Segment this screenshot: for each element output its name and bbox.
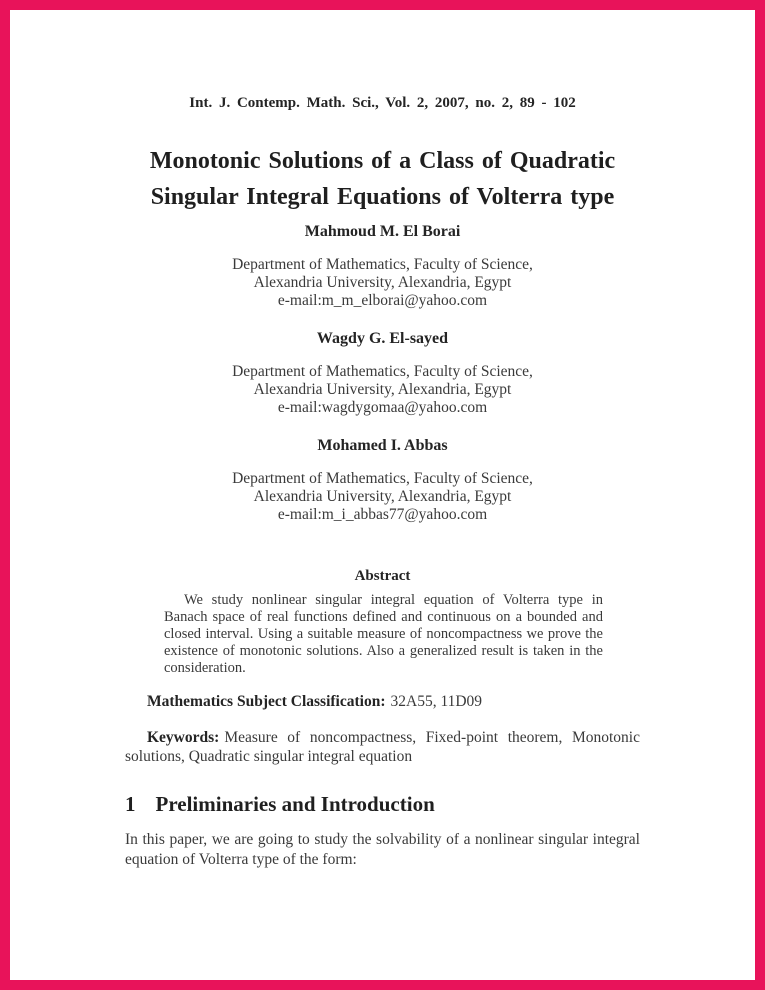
- author-name-2: Wagdy G. El-sayed: [316, 330, 449, 347]
- author-email-2: e-mail:wagdygomaa@yahoo.com: [277, 399, 488, 416]
- author-affiliation-2: [125, 363, 640, 417]
- author-affiliation-1: [125, 256, 640, 310]
- msc-value: 32A55, 11D09: [390, 693, 483, 710]
- abstract-heading: Abstract: [354, 568, 411, 584]
- keywords-value: Measure of noncompactness, Fixed-point theorem, Monotonic solutions, Quadratic singular integral equation: [125, 729, 640, 765]
- msc-line: [125, 692, 640, 711]
- author-block-3: [125, 437, 640, 524]
- affiliation-line: Department of Mathematics, Faculty of Science,: [232, 470, 533, 487]
- author-affiliation-3: [125, 470, 640, 524]
- affiliation-line: Department of Mathematics, Faculty of Science,: [232, 363, 533, 380]
- author-block-2: [125, 330, 640, 417]
- paper-title: [125, 143, 640, 215]
- paper-title-line-1: Monotonic Solutions of a Class of Quadratic: [149, 148, 616, 174]
- author-name-1: Mahmoud M. El Borai: [304, 223, 461, 240]
- section-title: Preliminaries and Introduction: [155, 792, 435, 816]
- affiliation-line: Department of Mathematics, Faculty of Science,: [232, 256, 533, 273]
- journal-citation-line: Int. J. Contemp. Math. Sci., Vol. 2, 2007, no. 2, 89 - 102: [189, 95, 576, 111]
- section-number: 1: [125, 792, 136, 816]
- paper-title-line-2: Singular Integral Equations of Volterra type: [150, 184, 615, 210]
- author-name-3: Mohamed I. Abbas: [317, 437, 448, 454]
- keywords-line: [125, 728, 640, 766]
- affiliation-line: Alexandria University, Alexandria, Egypt: [253, 274, 512, 291]
- keywords-label: Keywords:: [147, 729, 220, 746]
- author-block-1: [125, 223, 640, 310]
- intro-paragraph: In this paper, we are going to study the solvability of a nonlinear singular integral equation of Volterra type of the form:: [125, 831, 640, 868]
- abstract-section: [125, 568, 640, 677]
- affiliation-line: Alexandria University, Alexandria, Egypt: [253, 381, 512, 398]
- affiliation-line: Alexandria University, Alexandria, Egypt: [253, 488, 512, 505]
- msc-label: Mathematics Subject Classification:: [147, 693, 386, 710]
- author-email-1: e-mail:m_m_elborai@yahoo.com: [277, 292, 488, 309]
- section-heading-1: [125, 791, 640, 817]
- abstract-body: We study nonlinear singular integral equation of Volterra type in Banach space of real functions defined and continuous on a bounded and closed interval. Using a suitable measure of noncompactness we prove the existence of monotonic solutions. Also a generalized result is taken in the consideration.: [164, 592, 603, 676]
- author-email-3: e-mail:m_i_abbas77@yahoo.com: [277, 506, 488, 523]
